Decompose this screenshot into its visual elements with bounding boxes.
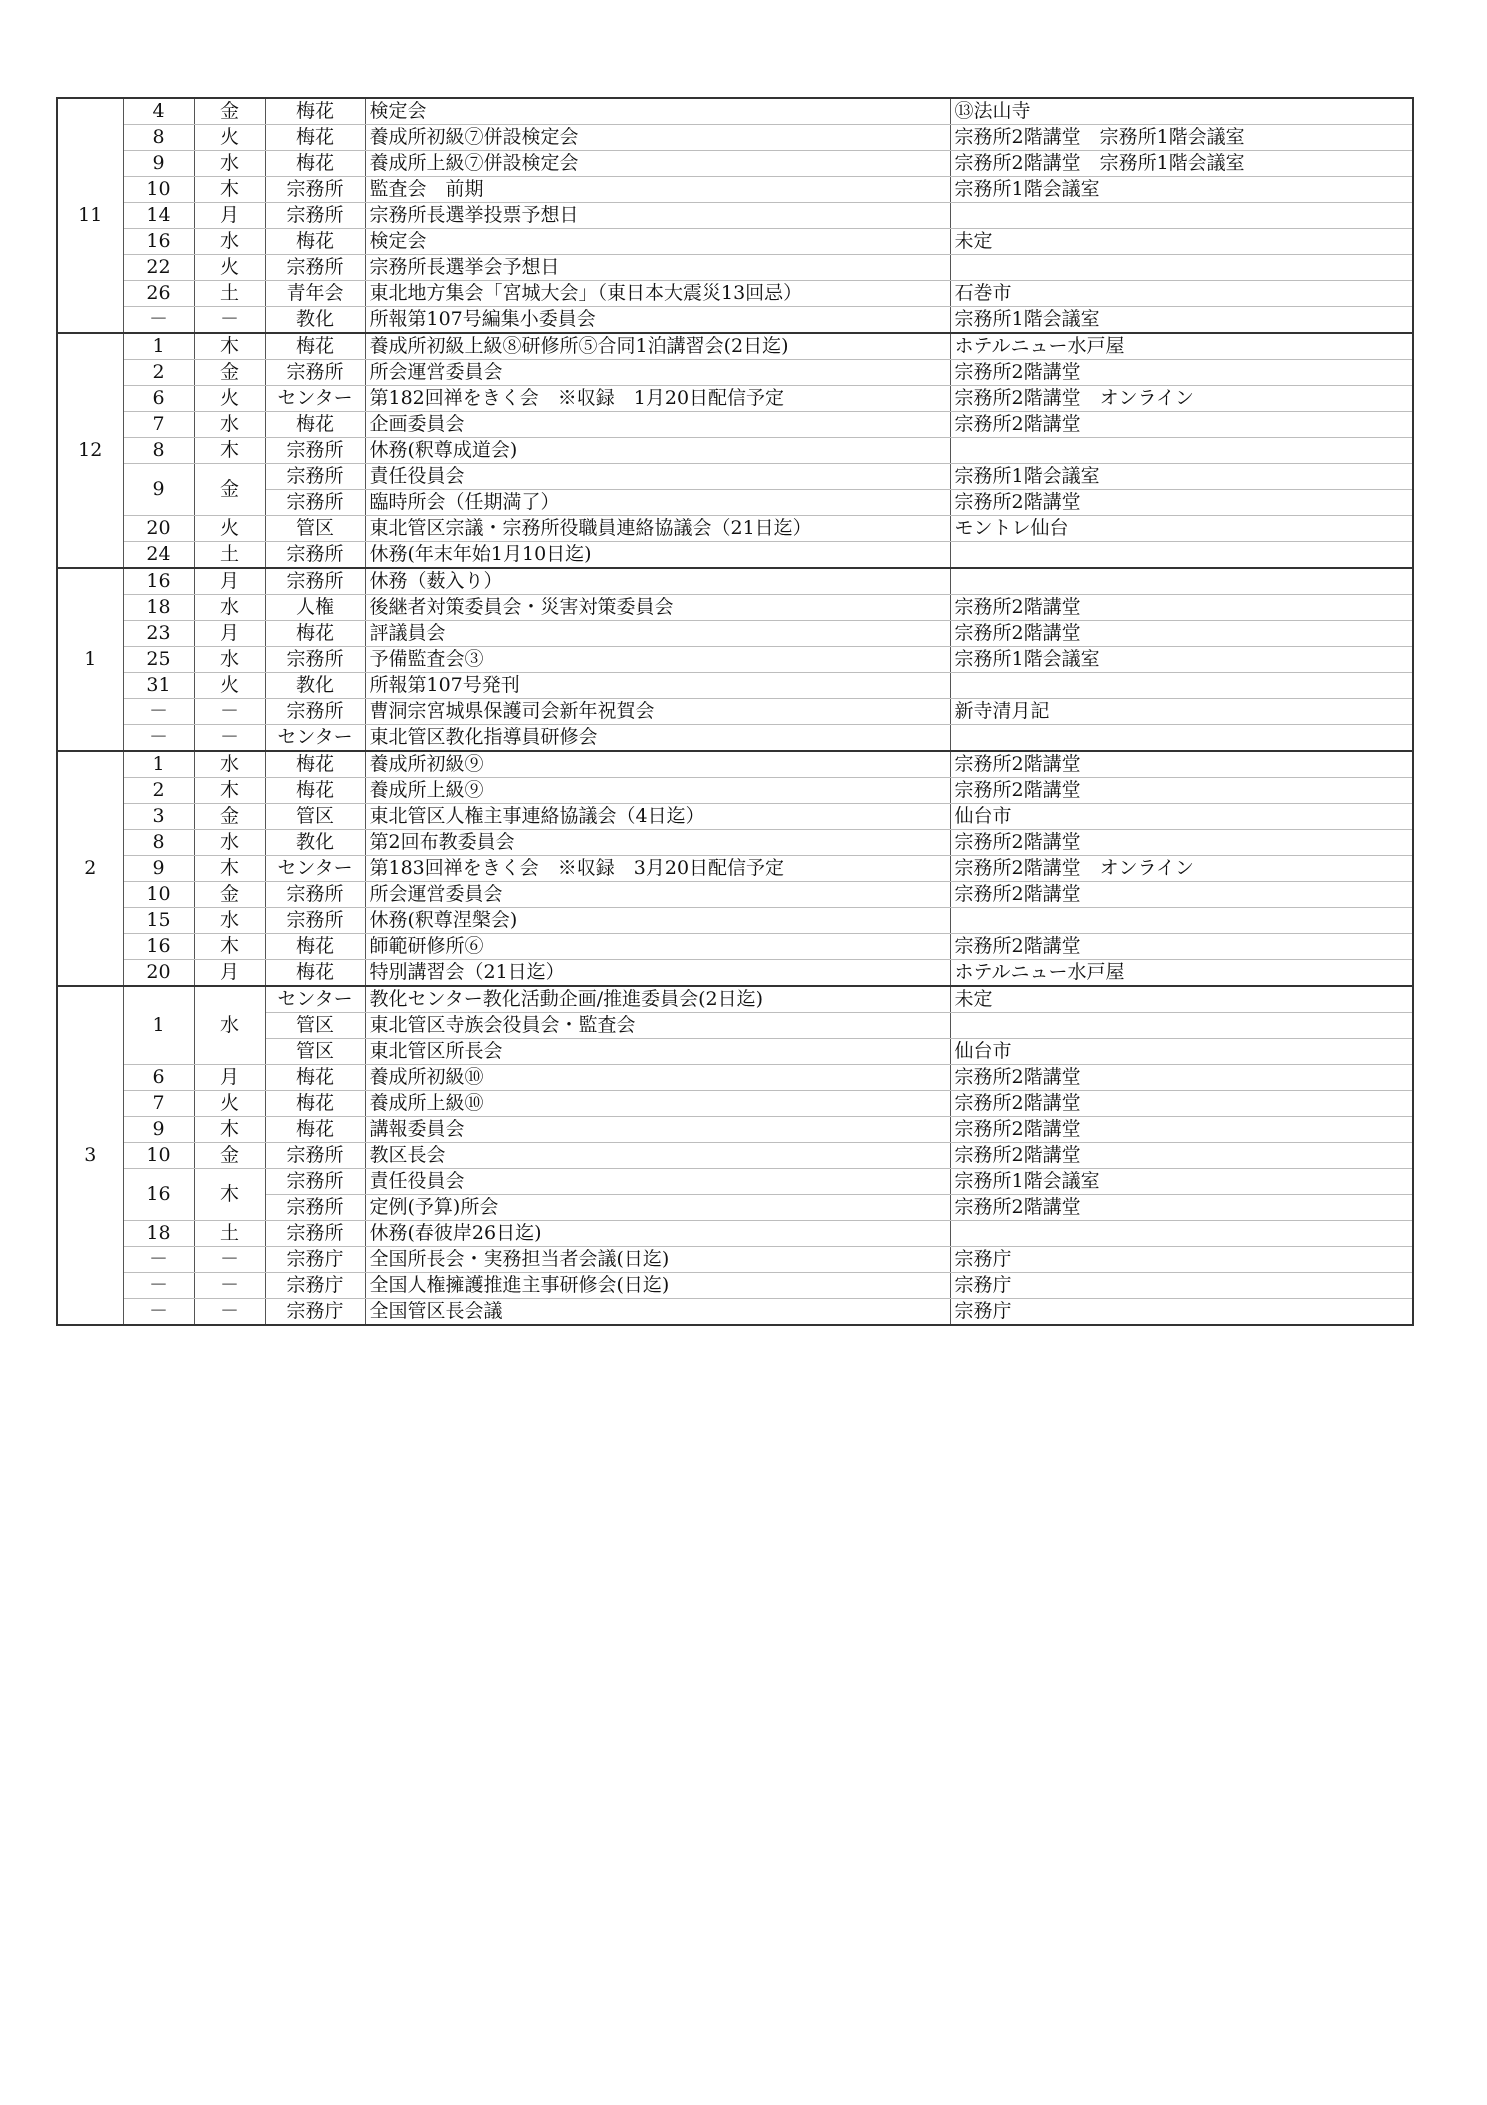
weekday-cell: 水 [194, 595, 265, 621]
table-row [57, 778, 1413, 804]
table-row [57, 804, 1413, 830]
department-cell: 管区 [265, 516, 365, 542]
day-cell: － [123, 699, 194, 725]
weekday-cell: － [194, 1299, 265, 1326]
department-cell: 宗務所 [265, 908, 365, 934]
table-row [57, 908, 1413, 934]
table-row [57, 307, 1413, 334]
event-cell: 第183回禅をきく会 ※収録 3月20日配信予定 [365, 856, 950, 882]
event-cell: 宗務所長選挙会予想日 [365, 255, 950, 281]
day-cell: 18 [123, 595, 194, 621]
event-cell: 東北管区宗議・宗務所役職員連絡協議会（21日迄） [365, 516, 950, 542]
venue-cell: 宗務所2階講堂 [950, 490, 1413, 516]
weekday-cell: 木 [194, 438, 265, 464]
table-row [57, 1065, 1413, 1091]
venue-cell: 宗務所1階会議室 [950, 177, 1413, 203]
day-cell: 9 [123, 856, 194, 882]
day-cell: 23 [123, 621, 194, 647]
venue-cell: 宗務所2階講堂 [950, 1195, 1413, 1221]
event-cell: 予備監査会③ [365, 647, 950, 673]
venue-cell: 宗務所2階講堂 [950, 751, 1413, 778]
weekday-cell: 木 [194, 177, 265, 203]
venue-cell [950, 1221, 1413, 1247]
table-row [57, 568, 1413, 595]
table-row [57, 673, 1413, 699]
venue-cell: 石巻市 [950, 281, 1413, 307]
event-cell: 所報第107号編集小委員会 [365, 307, 950, 334]
day-cell: 31 [123, 673, 194, 699]
day-cell: 20 [123, 516, 194, 542]
department-cell: 宗務庁 [265, 1273, 365, 1299]
department-cell: 宗務所 [265, 699, 365, 725]
weekday-cell: － [194, 1273, 265, 1299]
event-cell: 休務(釈尊涅槃会) [365, 908, 950, 934]
event-cell: 所会運営委員会 [365, 360, 950, 386]
table-row [57, 125, 1413, 151]
event-cell: 休務（薮入り） [365, 568, 950, 595]
day-cell: 24 [123, 542, 194, 569]
day-cell: 22 [123, 255, 194, 281]
day-cell: 9 [123, 151, 194, 177]
day-cell: 6 [123, 386, 194, 412]
weekday-cell: 木 [194, 1117, 265, 1143]
weekday-cell: 水 [194, 647, 265, 673]
day-cell: 1 [123, 986, 194, 1065]
day-cell: 18 [123, 1221, 194, 1247]
department-cell: 梅花 [265, 1065, 365, 1091]
weekday-cell: 水 [194, 751, 265, 778]
event-cell: 全国所長会・実務担当者会議(日迄) [365, 1247, 950, 1273]
venue-cell: 宗務所2階講堂 [950, 1117, 1413, 1143]
event-cell: 宗務所長選挙投票予想日 [365, 203, 950, 229]
event-cell: 第2回布教委員会 [365, 830, 950, 856]
venue-cell: ⑬法山寺 [950, 98, 1413, 125]
department-cell: 梅花 [265, 1091, 365, 1117]
day-cell: 14 [123, 203, 194, 229]
venue-cell [950, 542, 1413, 569]
event-cell: 休務(春彼岸26日迄) [365, 1221, 950, 1247]
venue-cell [950, 255, 1413, 281]
weekday-cell: 土 [194, 281, 265, 307]
day-cell: － [123, 307, 194, 334]
venue-cell: 宗務所2階講堂 [950, 934, 1413, 960]
venue-cell: 宗務所2階講堂 宗務所1階会議室 [950, 125, 1413, 151]
table-row [57, 516, 1413, 542]
weekday-cell: 火 [194, 673, 265, 699]
weekday-cell: － [194, 1247, 265, 1273]
venue-cell: 宗務所1階会議室 [950, 464, 1413, 490]
department-cell: 宗務所 [265, 360, 365, 386]
department-cell: センター [265, 986, 365, 1013]
day-cell: 2 [123, 778, 194, 804]
weekday-cell: 火 [194, 386, 265, 412]
weekday-cell: － [194, 725, 265, 752]
department-cell: 教化 [265, 673, 365, 699]
venue-cell: 宗務所2階講堂 [950, 595, 1413, 621]
weekday-cell: 土 [194, 542, 265, 569]
event-cell: 監査会 前期 [365, 177, 950, 203]
venue-cell: 未定 [950, 229, 1413, 255]
department-cell: センター [265, 386, 365, 412]
weekday-cell: 水 [194, 908, 265, 934]
day-cell: 15 [123, 908, 194, 934]
month-cell: 3 [57, 986, 123, 1325]
event-cell: 評議員会 [365, 621, 950, 647]
table-row [57, 229, 1413, 255]
department-cell: 宗務所 [265, 1221, 365, 1247]
department-cell: 宗務所 [265, 438, 365, 464]
day-cell: 6 [123, 1065, 194, 1091]
weekday-cell: 木 [194, 778, 265, 804]
table-row [57, 1247, 1413, 1273]
table-row [57, 151, 1413, 177]
schedule-table [56, 97, 1414, 1326]
department-cell: 宗務所 [265, 1143, 365, 1169]
department-cell: 梅花 [265, 934, 365, 960]
department-cell: 教化 [265, 307, 365, 334]
table-row [57, 960, 1413, 987]
table-row [57, 1273, 1413, 1299]
department-cell: センター [265, 856, 365, 882]
venue-cell [950, 1013, 1413, 1039]
day-cell: 26 [123, 281, 194, 307]
department-cell: 管区 [265, 1039, 365, 1065]
venue-cell: 宗務所2階講堂 オンライン [950, 386, 1413, 412]
table-row [57, 255, 1413, 281]
table-row [57, 934, 1413, 960]
event-cell: 休務(釈尊成道会) [365, 438, 950, 464]
venue-cell [950, 908, 1413, 934]
weekday-cell: 水 [194, 412, 265, 438]
venue-cell: 宗務所2階講堂 [950, 830, 1413, 856]
weekday-cell: 土 [194, 1221, 265, 1247]
venue-cell: 仙台市 [950, 804, 1413, 830]
department-cell: 梅花 [265, 1117, 365, 1143]
event-cell: 検定会 [365, 98, 950, 125]
weekday-cell: 木 [194, 856, 265, 882]
department-cell: 梅花 [265, 229, 365, 255]
department-cell: 梅花 [265, 98, 365, 125]
month-cell: 1 [57, 568, 123, 751]
event-cell: 東北管区教化指導員研修会 [365, 725, 950, 752]
event-cell: 定例(予算)所会 [365, 1195, 950, 1221]
weekday-cell: 金 [194, 464, 265, 516]
event-cell: 養成所初級⑩ [365, 1065, 950, 1091]
department-cell: 梅花 [265, 960, 365, 987]
day-cell: － [123, 1247, 194, 1273]
department-cell: 宗務所 [265, 177, 365, 203]
table-row [57, 699, 1413, 725]
department-cell: 宗務所 [265, 568, 365, 595]
department-cell: 青年会 [265, 281, 365, 307]
venue-cell: 宗務庁 [950, 1299, 1413, 1326]
venue-cell [950, 438, 1413, 464]
event-cell: 後継者対策委員会・災害対策委員会 [365, 595, 950, 621]
department-cell: 宗務所 [265, 1169, 365, 1195]
department-cell: 梅花 [265, 151, 365, 177]
event-cell: 責任役員会 [365, 1169, 950, 1195]
day-cell: 4 [123, 98, 194, 125]
weekday-cell: 火 [194, 1091, 265, 1117]
table-row [57, 98, 1413, 125]
day-cell: 16 [123, 229, 194, 255]
department-cell: 宗務所 [265, 882, 365, 908]
department-cell: 梅花 [265, 333, 365, 360]
event-cell: 養成所上級⑩ [365, 1091, 950, 1117]
event-cell: 全国人権擁護推進主事研修会(日迄) [365, 1273, 950, 1299]
venue-cell [950, 725, 1413, 752]
weekday-cell: 火 [194, 516, 265, 542]
table-row [57, 464, 1413, 490]
weekday-cell: 金 [194, 98, 265, 125]
table-row [57, 1143, 1413, 1169]
event-cell: 第182回禅をきく会 ※収録 1月20日配信予定 [365, 386, 950, 412]
department-cell: センター [265, 725, 365, 752]
table-row [57, 360, 1413, 386]
table-row [57, 882, 1413, 908]
venue-cell: 宗務所2階講堂 [950, 1143, 1413, 1169]
weekday-cell: 火 [194, 255, 265, 281]
event-cell: 養成所初級⑦併設検定会 [365, 125, 950, 151]
month-cell: 2 [57, 751, 123, 986]
table-row [57, 830, 1413, 856]
event-cell: 検定会 [365, 229, 950, 255]
day-cell: 8 [123, 438, 194, 464]
weekday-cell: － [194, 307, 265, 334]
venue-cell: 宗務所1階会議室 [950, 647, 1413, 673]
department-cell: 宗務庁 [265, 1247, 365, 1273]
day-cell: － [123, 1273, 194, 1299]
table-row [57, 386, 1413, 412]
event-cell: 所会運営委員会 [365, 882, 950, 908]
weekday-cell: 水 [194, 830, 265, 856]
department-cell: 梅花 [265, 751, 365, 778]
event-cell: 臨時所会（任期満了） [365, 490, 950, 516]
venue-cell: 宗務所2階講堂 オンライン [950, 856, 1413, 882]
table-row [57, 542, 1413, 569]
day-cell: 2 [123, 360, 194, 386]
day-cell: － [123, 725, 194, 752]
event-cell: 東北管区寺族会役員会・監査会 [365, 1013, 950, 1039]
table-row [57, 1091, 1413, 1117]
event-cell: 休務(年末年始1月10日迄) [365, 542, 950, 569]
day-cell: 25 [123, 647, 194, 673]
weekday-cell: 水 [194, 151, 265, 177]
venue-cell: ホテルニュー水戸屋 [950, 333, 1413, 360]
venue-cell: モントレ仙台 [950, 516, 1413, 542]
venue-cell: 宗務所2階講堂 [950, 882, 1413, 908]
department-cell: 梅花 [265, 621, 365, 647]
month-cell: 12 [57, 333, 123, 568]
table-row [57, 1221, 1413, 1247]
event-cell: 養成所上級⑨ [365, 778, 950, 804]
table-row [57, 203, 1413, 229]
table-row [57, 1117, 1413, 1143]
day-cell: 8 [123, 830, 194, 856]
day-cell: 7 [123, 412, 194, 438]
weekday-cell: 月 [194, 568, 265, 595]
department-cell: 宗務所 [265, 464, 365, 490]
weekday-cell: 金 [194, 360, 265, 386]
event-cell: 養成所初級上級⑧研修所⑤合同1泊講習会(2日迄) [365, 333, 950, 360]
event-cell: 所報第107号発刊 [365, 673, 950, 699]
weekday-cell: 木 [194, 1169, 265, 1221]
weekday-cell: 金 [194, 882, 265, 908]
event-cell: 東北管区人権主事連絡協議会（4日迄） [365, 804, 950, 830]
table-row [57, 751, 1413, 778]
table-row [57, 438, 1413, 464]
schedule-body [57, 98, 1413, 1325]
weekday-cell: 月 [194, 203, 265, 229]
table-row [57, 1169, 1413, 1195]
day-cell: 16 [123, 934, 194, 960]
venue-cell: 宗務所2階講堂 [950, 621, 1413, 647]
day-cell: 1 [123, 751, 194, 778]
venue-cell: 仙台市 [950, 1039, 1413, 1065]
department-cell: 宗務所 [265, 647, 365, 673]
venue-cell: 宗務所2階講堂 [950, 360, 1413, 386]
venue-cell: 宗務所2階講堂 [950, 1065, 1413, 1091]
department-cell: 管区 [265, 804, 365, 830]
venue-cell [950, 203, 1413, 229]
event-cell: 養成所初級⑨ [365, 751, 950, 778]
weekday-cell: 木 [194, 934, 265, 960]
venue-cell [950, 673, 1413, 699]
table-row [57, 1299, 1413, 1326]
venue-cell: ホテルニュー水戸屋 [950, 960, 1413, 987]
day-cell: 10 [123, 882, 194, 908]
venue-cell: 未定 [950, 986, 1413, 1013]
table-row [57, 281, 1413, 307]
event-cell: 養成所上級⑦併設検定会 [365, 151, 950, 177]
table-row [57, 986, 1413, 1013]
day-cell: 20 [123, 960, 194, 987]
event-cell: 東北管区所長会 [365, 1039, 950, 1065]
department-cell: 人権 [265, 595, 365, 621]
table-row [57, 412, 1413, 438]
department-cell: 宗務所 [265, 203, 365, 229]
weekday-cell: 月 [194, 1065, 265, 1091]
table-row [57, 856, 1413, 882]
day-cell: 16 [123, 1169, 194, 1221]
venue-cell: 宗務庁 [950, 1247, 1413, 1273]
department-cell: 教化 [265, 830, 365, 856]
venue-cell: 宗務所2階講堂 [950, 778, 1413, 804]
weekday-cell: 金 [194, 804, 265, 830]
event-cell: 責任役員会 [365, 464, 950, 490]
day-cell: 9 [123, 1117, 194, 1143]
table-row [57, 725, 1413, 752]
weekday-cell: － [194, 699, 265, 725]
day-cell: － [123, 1299, 194, 1326]
day-cell: 1 [123, 333, 194, 360]
event-cell: 特別講習会（21日迄） [365, 960, 950, 987]
weekday-cell: 月 [194, 621, 265, 647]
day-cell: 8 [123, 125, 194, 151]
venue-cell [950, 568, 1413, 595]
department-cell: 宗務所 [265, 542, 365, 569]
day-cell: 9 [123, 464, 194, 516]
department-cell: 宗務所 [265, 1195, 365, 1221]
weekday-cell: 火 [194, 125, 265, 151]
weekday-cell: 水 [194, 229, 265, 255]
venue-cell: 宗務庁 [950, 1273, 1413, 1299]
day-cell: 7 [123, 1091, 194, 1117]
event-cell: 教化センター教化活動企画/推進委員会(2日迄) [365, 986, 950, 1013]
venue-cell: 宗務所1階会議室 [950, 307, 1413, 334]
venue-cell: 宗務所2階講堂 宗務所1階会議室 [950, 151, 1413, 177]
table-row [57, 647, 1413, 673]
department-cell: 梅花 [265, 125, 365, 151]
day-cell: 16 [123, 568, 194, 595]
weekday-cell: 木 [194, 333, 265, 360]
department-cell: 梅花 [265, 778, 365, 804]
weekday-cell: 水 [194, 986, 265, 1065]
department-cell: 宗務庁 [265, 1299, 365, 1326]
event-cell: 講報委員会 [365, 1117, 950, 1143]
day-cell: 10 [123, 177, 194, 203]
venue-cell: 宗務所1階会議室 [950, 1169, 1413, 1195]
department-cell: 宗務所 [265, 490, 365, 516]
month-cell: 11 [57, 98, 123, 333]
table-row [57, 595, 1413, 621]
venue-cell: 新寺清月記 [950, 699, 1413, 725]
department-cell: 宗務所 [265, 255, 365, 281]
event-cell: 東北地方集会「宮城大会」（東日本大震災13回忌） [365, 281, 950, 307]
event-cell: 企画委員会 [365, 412, 950, 438]
event-cell: 師範研修所⑥ [365, 934, 950, 960]
event-cell: 教区長会 [365, 1143, 950, 1169]
department-cell: 管区 [265, 1013, 365, 1039]
weekday-cell: 月 [194, 960, 265, 987]
table-row [57, 177, 1413, 203]
table-row [57, 333, 1413, 360]
day-cell: 3 [123, 804, 194, 830]
event-cell: 全国管区長会議 [365, 1299, 950, 1326]
venue-cell: 宗務所2階講堂 [950, 1091, 1413, 1117]
event-cell: 曹洞宗宮城県保護司会新年祝賀会 [365, 699, 950, 725]
department-cell: 梅花 [265, 412, 365, 438]
weekday-cell: 金 [194, 1143, 265, 1169]
day-cell: 10 [123, 1143, 194, 1169]
table-row [57, 621, 1413, 647]
venue-cell: 宗務所2階講堂 [950, 412, 1413, 438]
